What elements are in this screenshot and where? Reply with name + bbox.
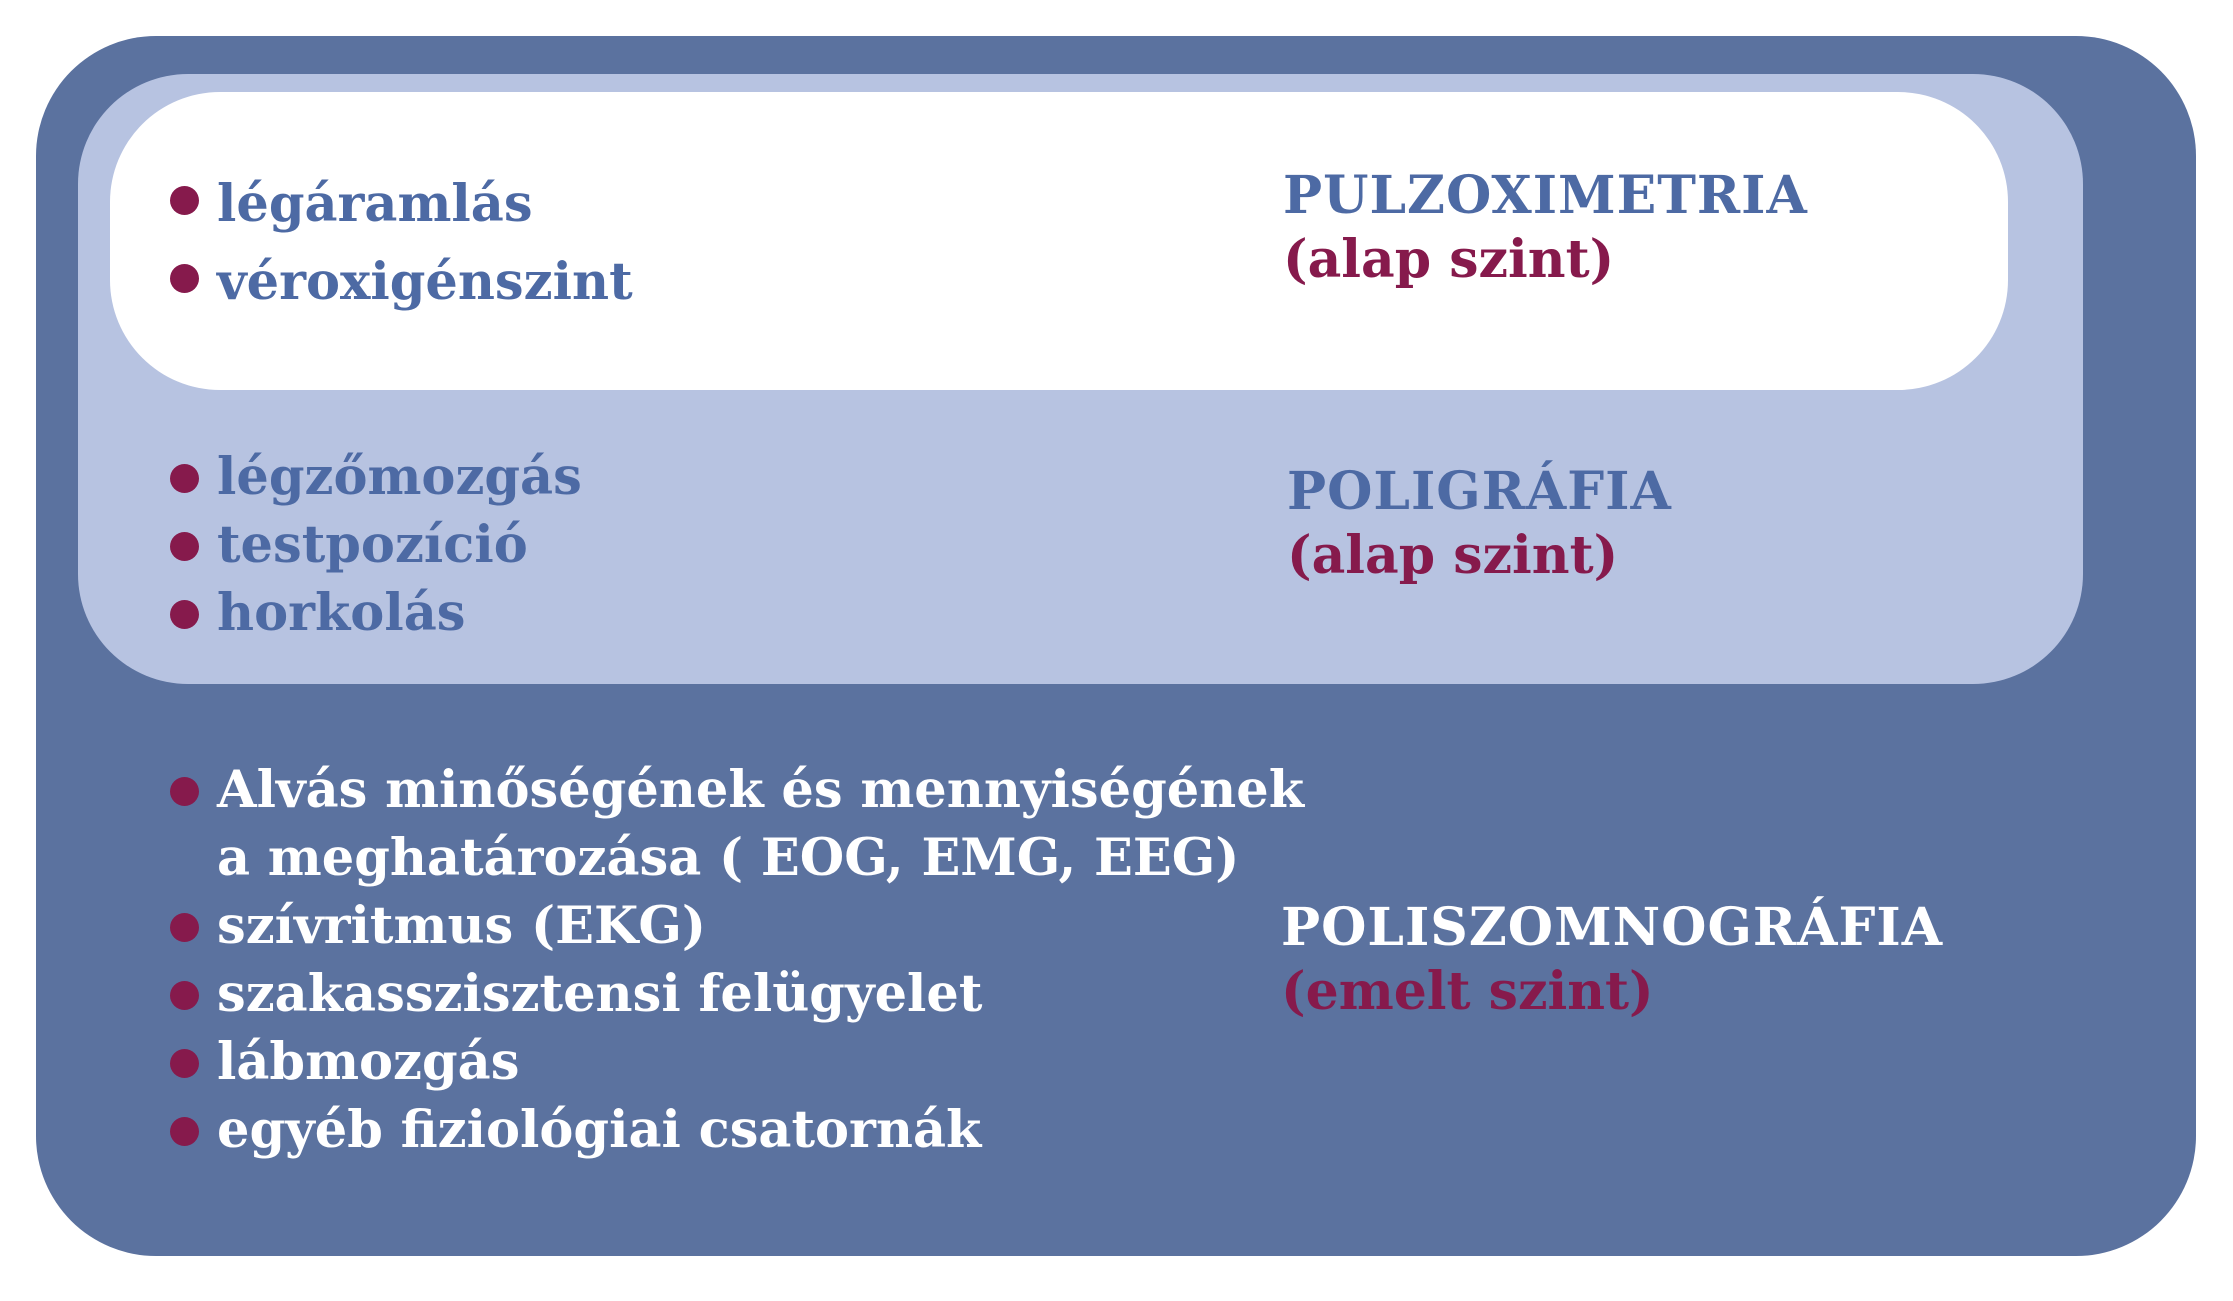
item-label: légáramlás: [217, 174, 533, 234]
bullet-icon: [170, 1049, 199, 1078]
list-item: [170, 243, 633, 321]
item-label: horkolás: [217, 583, 466, 643]
bullet-icon: [170, 532, 199, 561]
poliszomnografia-level-label: [1281, 896, 1943, 1024]
list-item: [170, 1028, 1304, 1096]
level-grade: (alap szint): [1283, 229, 1615, 290]
list-item: [170, 579, 582, 647]
level-grade: (alap szint): [1287, 525, 1619, 586]
list-item: [170, 443, 582, 511]
list-item: [170, 1096, 1304, 1164]
bullet-icon: [170, 981, 199, 1010]
list-item: [170, 511, 582, 579]
item-label: Alvás minőségének és mennyiségének: [217, 760, 1305, 820]
item-label: légzőmozgás: [217, 447, 582, 507]
pulzoximetria-level-label: [1283, 164, 1808, 292]
level-name: POLISZOMNOGRÁFIA: [1281, 897, 1944, 958]
item-label: lábmozgás: [217, 1032, 520, 1092]
poligrafia-level-label: [1287, 460, 1672, 588]
level-name: PULZOXIMETRIA: [1283, 165, 1808, 226]
bullet-icon: [170, 186, 199, 215]
bullet-icon: [170, 777, 199, 806]
bullet-icon: [170, 264, 199, 293]
item-label: szakasszisztensi felügyelet: [217, 964, 983, 1024]
poligrafia-item-list: [170, 443, 582, 647]
poliszomnografia-item-list: [170, 756, 1304, 1164]
list-item: [170, 960, 1304, 1028]
bullet-icon: [170, 1117, 199, 1146]
item-label: szívritmus (EKG): [217, 896, 707, 956]
bullet-icon: [170, 600, 199, 629]
bullet-icon: [170, 913, 199, 942]
bullet-icon: [170, 464, 199, 493]
list-item: [170, 756, 1304, 892]
item-label: véroxigénszint: [217, 252, 633, 312]
list-item: [170, 892, 1304, 960]
level-grade: (emelt szint): [1281, 961, 1654, 1022]
item-label: testpozíció: [217, 515, 528, 575]
item-label-continuation: a meghatározása ( EOG, EMG, EEG): [217, 828, 1240, 888]
list-item: [170, 165, 633, 243]
level-name: POLIGRÁFIA: [1287, 461, 1672, 522]
pulzoximetria-item-list: [170, 165, 633, 321]
item-label: egyéb fiziológiai csatornák: [217, 1100, 982, 1160]
